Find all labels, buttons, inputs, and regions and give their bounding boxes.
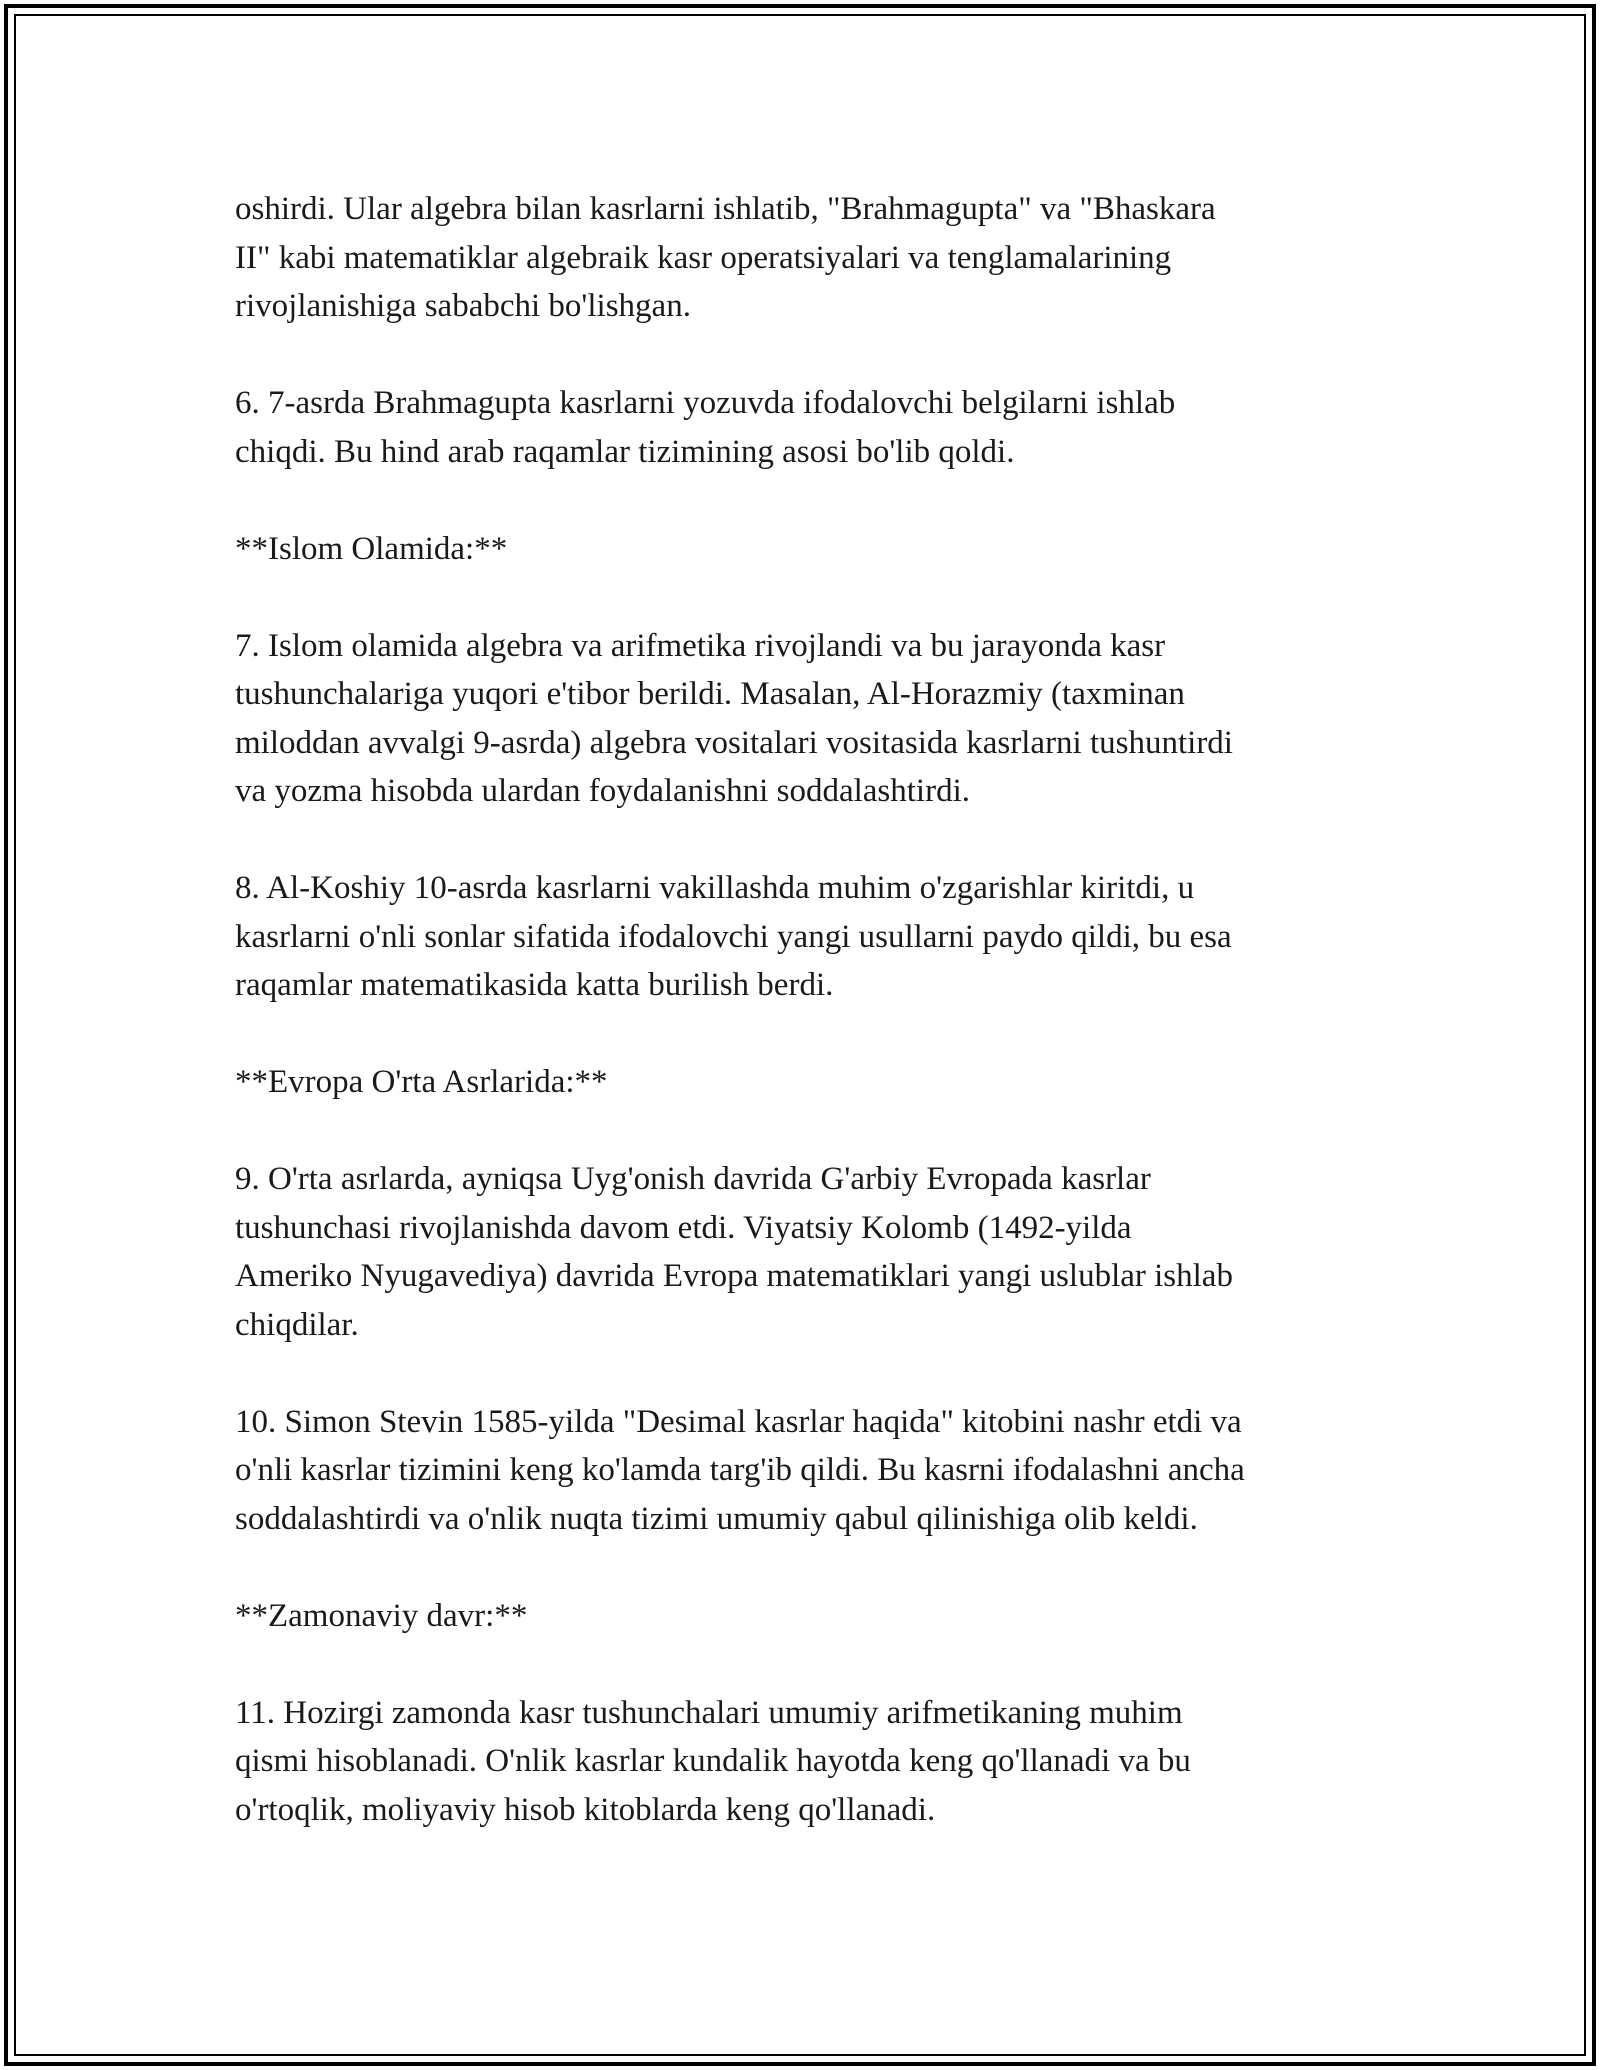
paragraph-item-11: 11. Hozirgi zamonda kasr tushunchalari umumiy arifmetikaning muhim qismi hisoblanadi. O'nlik kasrlar kundalik hayotda keng qo'llanadi va bu o'rtoqlik, moliyaviy hisob kitoblarda keng qo'llanadi.: [235, 1694, 1191, 1828]
document-body: [235, 185, 1375, 1834]
paragraph-item-6: 6. 7-asrda Brahmagupta kasrlarni yozuvda ifodalovchi belgilarni ishlab chiqdi. Bu hind arab raqamlar tizimining asosi bo'lib qoldi.: [235, 385, 1176, 470]
paragraph-item-9: 9. O'rta asrlarda, ayniqsa Uyg'onish davrida G'arbiy Evropada kasrlar tushunchasi rivojlanishda davom etdi. Viyatsiy Kolomb (1492-yilda Ameriko Nyugavediya) davrida Evropa matematiklari yangi uslublar ishlab chiqdilar.: [235, 1161, 1233, 1343]
paragraph-continuation: oshirdi. Ular algebra bilan kasrlarni ishlatib, "Brahmagupta" va "Bhaskara II" kabi matematiklar algebraik kasr operatsiyalari va tenglamalarining rivojlanishiga sababchi bo'lishgan.: [235, 191, 1216, 324]
paragraph-item-7: 7. Islom olamida algebra va arifmetika rivojlandi va bu jarayonda kasr tushunchalariga yuqori e'tibor berildi. Masalan, Al-Horazmiy (taxminan miloddan avvalgi 9-asrda) algebra vositalari vositasida kasrlarni tushuntirdi va yozma hisobda ulardan foydalanishni soddalashtirdi.: [235, 627, 1233, 809]
section-heading-medieval-europe: **Evropa O'rta Asrlarida:**: [235, 1064, 608, 1100]
paragraph-item-10: 10. Simon Stevin 1585-yilda "Desimal kasrlar haqida" kitobini nashr etdi va o'nli kasrlar tizimini keng ko'lamda targ'ib qildi. Bu kasrni ifodalashni ancha soddalashtirdi va o'nlik nuqta tizimi umumiy qabul qilinishiga olib keldi.: [235, 1403, 1245, 1537]
section-heading-modern-era: **Zamonaviy davr:**: [235, 1597, 528, 1634]
section-heading-islamic-world: **Islom Olamida:**: [235, 530, 508, 567]
paragraph-item-8: 8. Al-Koshiy 10-asrda kasrlarni vakillashda muhim o'zgarishlar kiritdi, u kasrlarni o'nli sonlar sifatida ifodalovchi yangi usullarni paydo qildi, bu esa raqamlar matematikasida katta burilish berdi.: [235, 870, 1232, 1003]
